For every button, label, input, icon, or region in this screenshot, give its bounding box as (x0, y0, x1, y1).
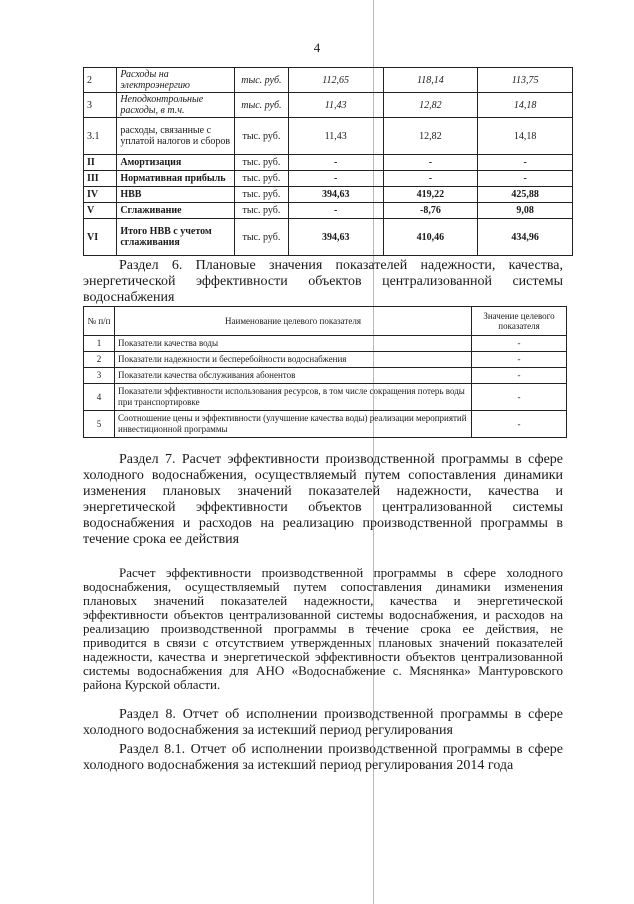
row-num: 2 (84, 352, 115, 368)
row-value-3: - (478, 155, 573, 171)
row-value-1: 394,63 (288, 187, 383, 203)
row-num: VI (84, 219, 117, 256)
table-row (84, 219, 573, 256)
table-row (84, 68, 573, 93)
row-unit: тыс. руб. (234, 155, 288, 171)
row-value-3: 9,08 (478, 203, 573, 219)
table-row (84, 155, 573, 171)
row-num: II (84, 155, 117, 171)
row-value-2: - (383, 171, 478, 187)
row-value: - (472, 368, 567, 384)
row-value-1: - (288, 171, 383, 187)
row-value: - (472, 336, 567, 352)
row-num: IV (84, 187, 117, 203)
row-value-3: - (478, 171, 573, 187)
row-value-1: 11,43 (288, 118, 383, 155)
row-name: Неподконтрольные расходы, в т.ч. (117, 93, 235, 118)
row-unit: тыс. руб. (234, 219, 288, 256)
row-value-1: 11,43 (288, 93, 383, 118)
row-name: Итого НВВ с учетом сглаживания (117, 219, 235, 256)
row-num: III (84, 171, 117, 187)
table-row (84, 411, 567, 438)
row-unit: тыс. руб. (234, 187, 288, 203)
table-row (84, 336, 567, 352)
row-value: - (472, 384, 567, 411)
page-number: 4 (313, 40, 321, 55)
row-num: 2 (84, 68, 117, 93)
row-name: Сглаживание (117, 203, 235, 219)
section-8-heading: Раздел 8. Отчет об исполнении производственной программы в сфере холодного водоснабжения за истекший период регулирования (83, 707, 563, 738)
table-row (84, 384, 567, 411)
row-num: 5 (84, 411, 115, 438)
row-num: 3.1 (84, 118, 117, 155)
row-name: Показатели надежности и бесперебойности водоснабжения (115, 352, 472, 368)
row-num: 4 (84, 384, 115, 411)
targets-table (83, 306, 567, 438)
row-value-2: 12,82 (383, 118, 478, 155)
section-8-1-heading: Раздел 8.1. Отчет об исполнении производственной программы в сфере холодного водоснабжения за истекший период регулирования 2014 года (83, 742, 563, 773)
row-num: 3 (84, 93, 117, 118)
table-row (84, 118, 573, 155)
row-name: Расходы на электроэнергию (117, 68, 235, 93)
row-value-1: 112,65 (288, 68, 383, 93)
header-value: Значение целевого показателя (472, 307, 567, 336)
row-value-1: - (288, 203, 383, 219)
row-value: - (472, 352, 567, 368)
row-name: Показатели эффективности использования ресурсов, в том числе сокращения потерь воды при транспортировке (115, 384, 472, 411)
row-name: Показатели качества обслуживания абонентов (115, 368, 472, 384)
row-value-2: 419,22 (383, 187, 478, 203)
row-name: Амортизация (117, 155, 235, 171)
row-name: Показатели качества воды (115, 336, 472, 352)
row-value-1: - (288, 155, 383, 171)
row-value-3: 113,75 (478, 68, 573, 93)
table-row (84, 368, 567, 384)
row-value: - (472, 411, 567, 438)
table-row (84, 171, 573, 187)
row-value-2: 12,82 (383, 93, 478, 118)
section-7-body: Расчет эффективности производственной программы в сфере холодного водоснабжения, осуществляемый путем сопоставления динамики изменения плановых значений показателей надежности, качества и энергетической эффективности объектов централизованной системы водоснабжения, и расходов на реализацию производственной программы в течение срока ее действия, не приводится в связи с отсутствием утвержденных плановых значений показателей надежности, качества и энергетической эффективности объектов централизованной системы водоснабжения для АНО «Водоснабжение с. Мяснянка» Мантуровского района Курской области. (83, 565, 563, 692)
row-value-2: - (383, 155, 478, 171)
row-unit: тыс. руб. (234, 93, 288, 118)
row-value-3: 14,18 (478, 118, 573, 155)
row-num: 1 (84, 336, 115, 352)
row-value-2: 410,46 (383, 219, 478, 256)
section-6-heading: Раздел 6. Плановые значения показателей надежности, качества, энергетической эффективности объектов централизованной системы водоснабжения (83, 258, 563, 305)
table-header-row (84, 307, 567, 336)
row-unit: тыс. руб. (234, 171, 288, 187)
row-name: Соотношение цены и эффективности (улучшение качества воды) реализации мероприятий инвестиционной программы (115, 411, 472, 438)
row-name: НВВ (117, 187, 235, 203)
section-7-heading: Раздел 7. Расчет эффективности производственной программы в сфере холодного водоснабжения, осуществляемый путем сопоставления динамики изменения плановых значений показателей надежности, качества и энергетической эффективности объектов централизованной системы водоснабжения и расходов на реализацию производственной программы в течение срока ее действия (83, 452, 563, 547)
row-name: расходы, связанные с уплатой налогов и сборов (117, 118, 235, 155)
row-value-2: -8,76 (383, 203, 478, 219)
expenses-table (83, 67, 573, 256)
row-value-2: 118,14 (383, 68, 478, 93)
header-num: № п/п (84, 307, 115, 336)
row-num: 3 (84, 368, 115, 384)
table-row (84, 187, 573, 203)
header-name: Наименование целевого показателя (115, 307, 472, 336)
row-num: V (84, 203, 117, 219)
row-value-1: 394,63 (288, 219, 383, 256)
row-unit: тыс. руб. (234, 118, 288, 155)
row-unit: тыс. руб. (234, 203, 288, 219)
table-row (84, 93, 573, 118)
row-value-3: 425,88 (478, 187, 573, 203)
table-row (84, 352, 567, 368)
row-value-3: 14,18 (478, 93, 573, 118)
row-value-3: 434,96 (478, 219, 573, 256)
row-name: Нормативная прибыль (117, 171, 235, 187)
row-unit: тыс. руб. (234, 68, 288, 93)
table-row (84, 203, 573, 219)
